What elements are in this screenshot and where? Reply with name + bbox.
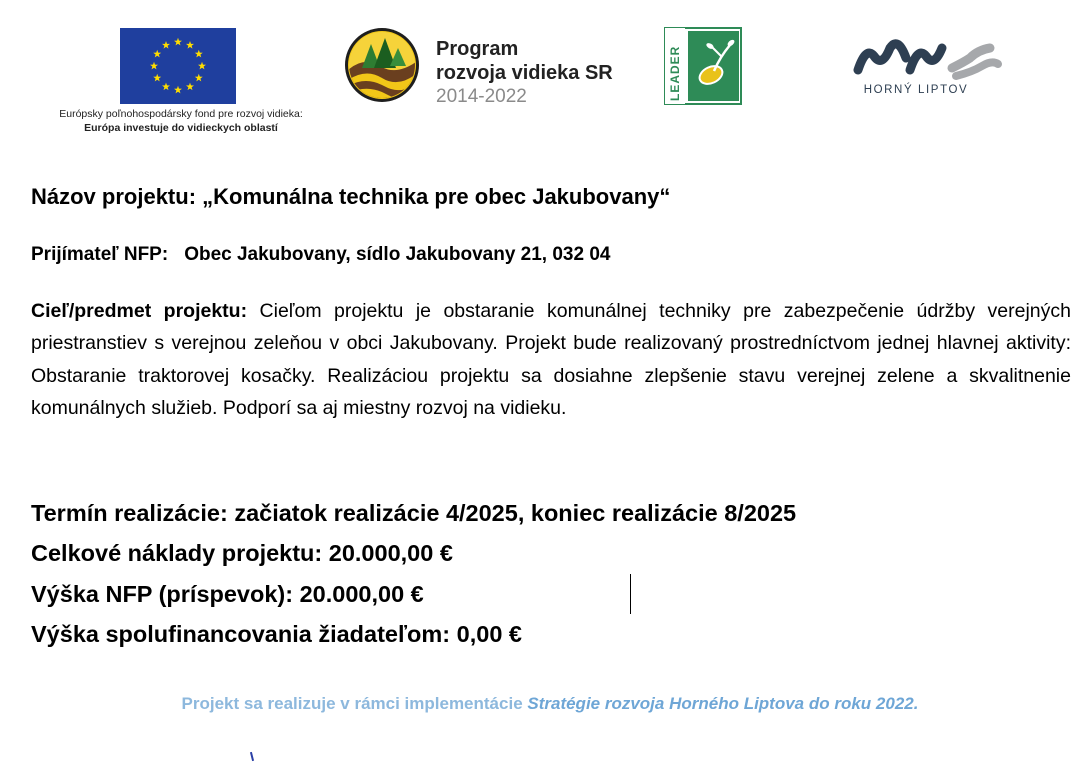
prv-logo (344, 26, 644, 106)
stray-mark (250, 752, 254, 761)
goal-text: Cieľom projektu je obstaranie komunálnej techniky pre zabezpečenie údržby verejných priestranstiev s verejnou zeleňou v obci Jakubovany. Projekt bude realizovaný prostredníctvom jednej hlavnej aktivity: Obstaranie traktorovej kosačky. Realizáciou projektu sa dosiahne zlepšenie stavu verejnej zelene a skvalitnenie komunálnych služieb. Podporí sa aj miestny rozvoj na vidieku. (31, 300, 1071, 419)
footer-strategy: Stratégie rozvoja Horného Liptova do roku 2022. (527, 694, 919, 713)
prv-years: 2014-2022 (436, 86, 527, 107)
mas-subtitle: HORNÝ LIPTOV (863, 84, 969, 96)
beneficiary-row (31, 244, 610, 266)
mas-logo (852, 36, 1004, 106)
goal-label: Cieľ/predmet projektu: (31, 300, 248, 322)
project-goal (31, 295, 1071, 424)
eu-caption-bold: Európa investuje do vidieckych oblastí (84, 122, 278, 134)
cofinancing-amount: Výška spolufinancovania žiadateľom: 0,00 € (31, 621, 522, 647)
prv-title-line2: rozvoja vidieka SR (436, 62, 613, 84)
eu-flag-icon (120, 28, 236, 104)
prv-emblem-icon (344, 26, 420, 104)
realization-term: Termín realizácie: začiatok realizácie 4/2025, koniec realizácie 8/2025 (31, 500, 797, 526)
text-cursor (630, 574, 631, 614)
leader-wordmark: LEADER (668, 45, 682, 101)
footer-prefix: Projekt sa realizuje v rámci implementácie (181, 694, 528, 713)
beneficiary-value: Obec Jakubovany, sídlo Jakubovany 21, 032 04 (184, 244, 611, 265)
prv-title-line1: Program (436, 38, 519, 60)
beneficiary-label: Prijímateľ NFP: (31, 244, 169, 265)
footer-note (0, 694, 1090, 714)
project-title: Názov projektu: „Komunálna technika pre obec Jakubovany“ (31, 184, 671, 209)
eu-caption: Európsky poľnohospodársky fond pre rozvoj vidieka: (59, 108, 303, 120)
total-costs: Celkové náklady projektu: 20.000,00 € (31, 540, 453, 566)
grant-amount: Výška NFP (príspevok): 20.000,00 € (31, 581, 424, 607)
eu-logo (36, 26, 326, 138)
leader-logo (664, 27, 744, 105)
mas-wordmark-icon (852, 36, 1004, 82)
leader-emblem-icon (664, 27, 744, 105)
